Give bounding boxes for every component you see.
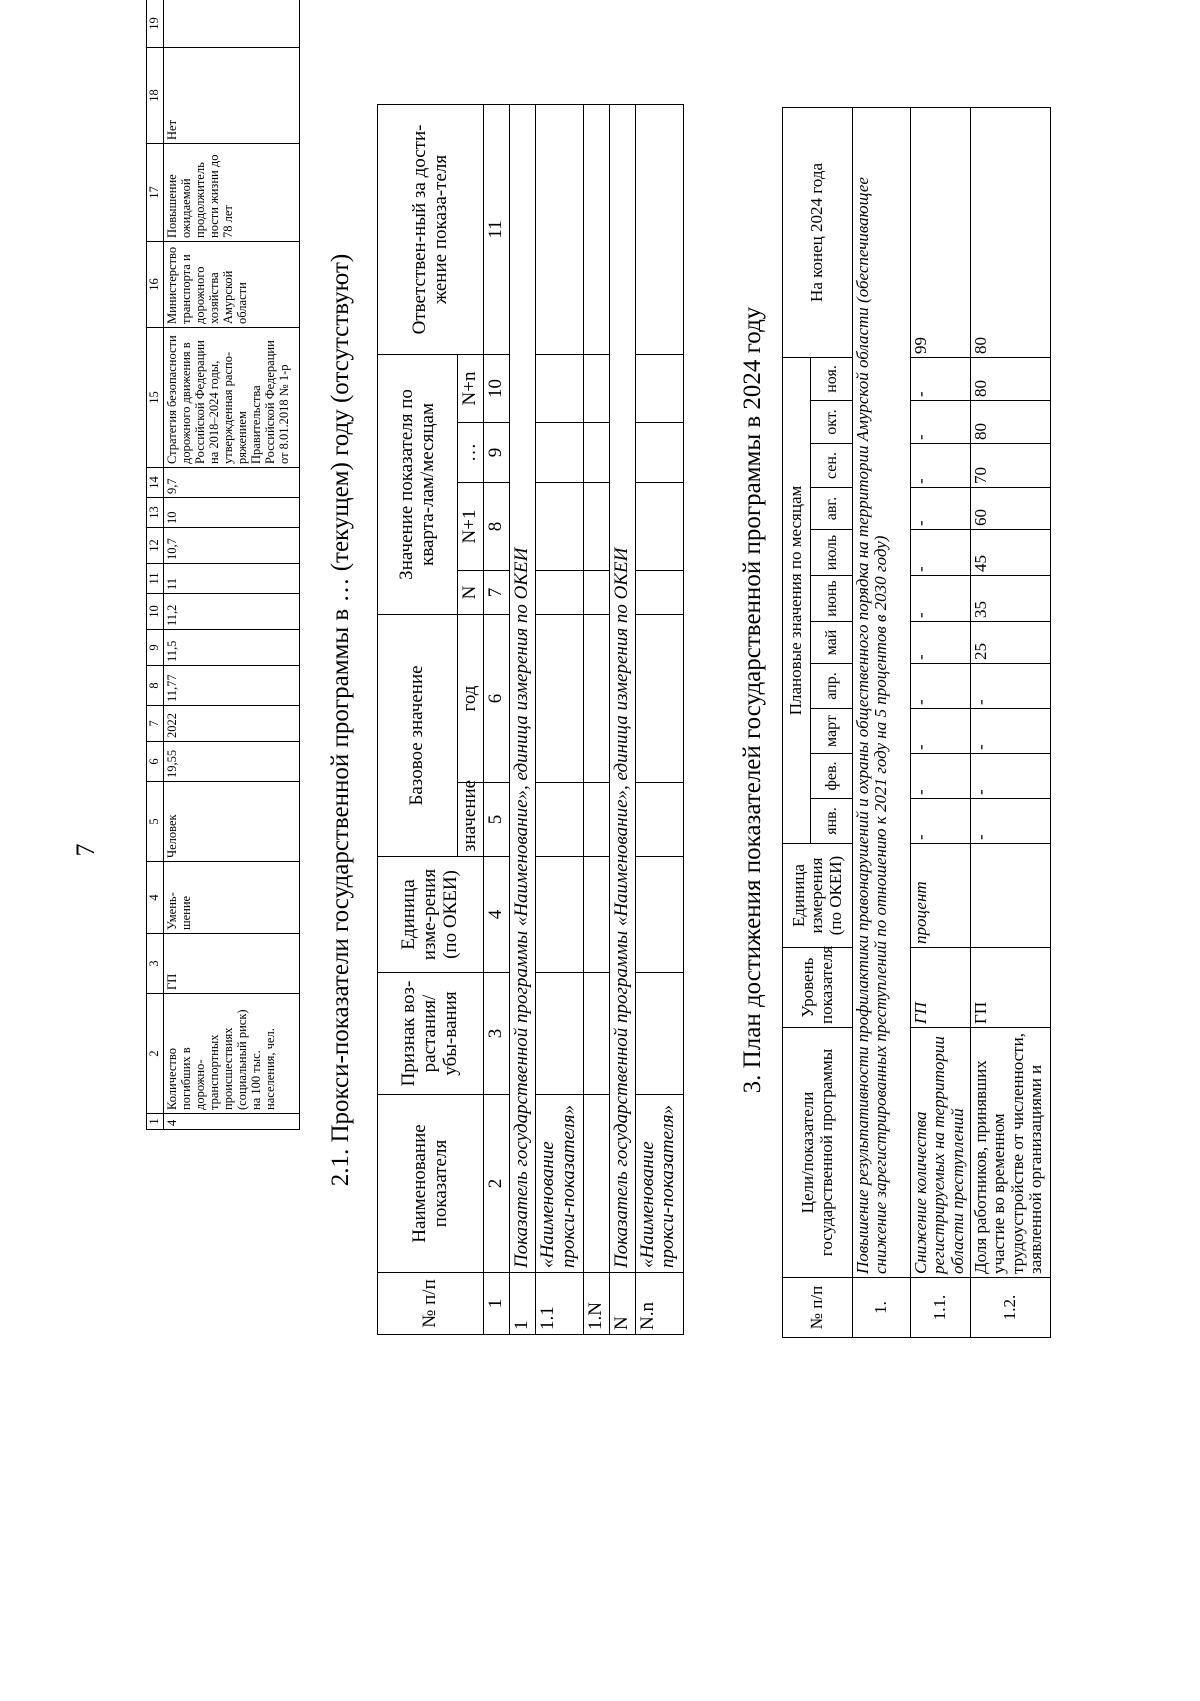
month-value: 35: [971, 576, 1051, 622]
col-number: 2: [484, 1095, 510, 1273]
cell-value: 11,77: [164, 666, 300, 706]
month-value: -: [971, 754, 1051, 799]
col-number: 11: [147, 564, 164, 594]
table-row: [609, 104, 635, 1334]
month-value: 25: [971, 622, 1051, 664]
row-number: 1.2.: [971, 1278, 1051, 1338]
cell-value: 9,7: [164, 468, 300, 498]
row-number: 4: [164, 1114, 300, 1130]
indicator-level: ГП: [911, 948, 971, 1028]
proxy-indicator-name: «Наименование прокси-показателя»: [535, 1095, 583, 1273]
document-reference: Стратегия безопасности дорожного движения в Российской Федерации на 2018–2024 годы, утвержденная распо-ряжением Правительства Российской Федерации от 8.01.2018 № 1-р: [164, 328, 300, 468]
month-value: 80: [971, 357, 1051, 400]
goal-row: [853, 107, 911, 1337]
cell-value: 19,55: [164, 742, 300, 782]
month-value: 45: [971, 530, 1051, 576]
col-number: 5: [484, 783, 510, 857]
month-value: -: [911, 709, 971, 754]
col-number: 5: [147, 782, 164, 862]
col-number: 15: [147, 328, 164, 468]
header-plan: Плановые значения по месяцам: [783, 357, 811, 843]
col-number: 10: [484, 354, 510, 422]
col-number: 7: [147, 706, 164, 742]
month-value: -: [911, 664, 971, 709]
col-number: 18: [147, 48, 164, 144]
month-value: 70: [971, 444, 1051, 488]
month-value: -: [911, 622, 971, 664]
col-number: 1: [484, 1273, 510, 1335]
header-quarter: Значение показателя по кварта-лам/месяцам: [378, 354, 458, 614]
month-value: -: [911, 530, 971, 576]
header-sign: Признак воз-растания/ убы-вания: [378, 973, 484, 1095]
header-q-nn: N+n: [458, 354, 484, 422]
table21-wrapper: [377, 104, 684, 1335]
section-3-title-wrapper: [739, 200, 767, 1200]
month-header: янв.: [811, 799, 853, 844]
month-value: -: [911, 488, 971, 530]
month-header: апр.: [811, 664, 853, 709]
proxy-indicator-name: «Наименование прокси-показателя»: [635, 1095, 683, 1273]
col-number: 9: [484, 422, 510, 482]
col-number: 3: [484, 973, 510, 1095]
col-number: 17: [147, 144, 164, 242]
responsible-body: Министерство транспорта и дорожного хозяйства Амурской области: [164, 242, 300, 328]
month-header: ноя.: [811, 357, 853, 400]
table-row: [911, 107, 971, 1337]
table3-wrapper: [782, 107, 1051, 1338]
month-value: 60: [971, 488, 1051, 530]
cell-value: 11,5: [164, 630, 300, 666]
goal-text: Повышение результативности профилактики правонарушений и охраны общественного порядка на территории Амурской области (обеспечивающее снижение зарегистрированных преступлений по отношению к 2021 году на 5 процентов в 2030 году): [853, 107, 911, 1277]
month-header: окт.: [811, 401, 853, 444]
cell-value: Нет: [164, 48, 300, 144]
col-number: 8: [147, 666, 164, 706]
col-number: 10: [147, 594, 164, 630]
year-end-value: 80: [971, 107, 1051, 357]
col-number: 6: [484, 614, 510, 782]
row-number: 1: [509, 1273, 535, 1335]
indicator-name: Доля работников, принявших участие во временном трудоустройстве от численности, заявленной организациями и: [971, 1028, 1051, 1278]
header-q-n1: N+1: [458, 482, 484, 570]
col-number: 7: [484, 570, 510, 614]
cell-value: 11,2: [164, 594, 300, 630]
table-row: [583, 104, 609, 1334]
row-number: 1.1: [535, 1273, 583, 1335]
month-value: -: [911, 754, 971, 799]
month-value: -: [911, 576, 971, 622]
indicator-unit: процент: [911, 844, 971, 948]
col-number: 3: [147, 934, 164, 994]
row-number: N.n: [635, 1273, 683, 1335]
header-q-dots: …: [458, 422, 484, 482]
col-number: 16: [147, 242, 164, 328]
page-number: 7: [71, 843, 100, 857]
table-row: [971, 107, 1051, 1337]
month-header: июнь: [811, 576, 853, 622]
month-value: 80: [971, 401, 1051, 444]
goal-link: Повышение ожидаемой продолжитель ности жизни до 78 лет: [164, 144, 300, 242]
month-value: -: [911, 444, 971, 488]
cell-value: 2022: [164, 706, 300, 742]
cell-value: 10: [164, 498, 300, 528]
column-numbers-row: [484, 104, 510, 1334]
table1-wrapper: [146, 0, 300, 1130]
month-header: март: [811, 709, 853, 754]
cell-value: [164, 0, 300, 48]
col-number: 4: [147, 862, 164, 934]
month-header: сен.: [811, 444, 853, 488]
table-header-row: [783, 107, 811, 1337]
indicator-level: ГП: [971, 948, 1051, 1028]
header-unit: Единица измерения (по ОКЕИ): [783, 844, 853, 948]
table1-column-numbers: [147, 0, 164, 1130]
indicator-heading: Показатель государственной программы «Наименование», единица измерения по ОКЕИ: [609, 104, 635, 1272]
year-end-value: 99: [911, 107, 971, 357]
table-row: [509, 104, 535, 1334]
table1: [146, 0, 300, 1130]
header-level: Уровень показателя: [783, 948, 853, 1028]
header-unit: Единица изме-рения (по ОКЕИ): [378, 857, 484, 973]
header-end: На конец 2024 года: [783, 107, 853, 357]
row-number: 1.1.: [911, 1278, 971, 1338]
col-number: 11: [484, 104, 510, 354]
month-value: -: [971, 664, 1051, 709]
table3: [782, 107, 1051, 1338]
row-number: 1.N: [583, 1273, 609, 1335]
month-header: авг.: [811, 488, 853, 530]
indicator-unit: [971, 844, 1051, 948]
month-value: -: [911, 401, 971, 444]
indicator-heading: Показатель государственной программы «Наименование», единица измерения по ОКЕИ: [509, 104, 535, 1272]
col-number: 19: [147, 0, 164, 48]
header-base-value: значение: [458, 783, 484, 857]
indicator-name: Количество погибших в дорожно-транспортных происшествиях (социальный риск) на 100 тыс. населения, чел.: [164, 994, 300, 1114]
table-row: [535, 104, 583, 1334]
indicator-level: ГП: [164, 934, 300, 994]
table21: [377, 104, 684, 1335]
header-base: Базовое значение: [378, 614, 458, 856]
month-value: -: [911, 357, 971, 400]
month-value: -: [971, 799, 1051, 844]
header-goal: Цели/показатели государственной программы: [783, 1028, 853, 1278]
col-number: 4: [484, 857, 510, 973]
row-number: N: [609, 1273, 635, 1335]
indicator-trend: Умень-шение: [164, 862, 300, 934]
section-2-1-title: 2.1. Прокси-показатели государственной программы в … (текущем) году (отсутствуют): [327, 253, 354, 1187]
header-num: № п/п: [783, 1278, 853, 1338]
section-3-title: 3. План достижения показателей государственной программы в 2024 году: [739, 306, 766, 1094]
month-header: май: [811, 622, 853, 664]
row-number: 1.: [853, 1278, 911, 1338]
col-number: 12: [147, 528, 164, 564]
header-base-year: год: [458, 614, 484, 782]
header-num: № п/п: [378, 1273, 484, 1335]
header-responsible: Ответствен-ный за дости-жение показа-теля: [378, 104, 484, 354]
col-number: 13: [147, 498, 164, 528]
cell-value: 11: [164, 564, 300, 594]
month-header: июль: [811, 530, 853, 576]
col-number: 9: [147, 630, 164, 666]
col-number: 2: [147, 994, 164, 1114]
section-2-1-title-wrapper: [327, 220, 355, 1220]
month-value: -: [971, 709, 1051, 754]
col-number: 8: [484, 482, 510, 570]
table-row: [635, 104, 683, 1334]
header-name: Наименование показателя: [378, 1095, 484, 1273]
month-value: -: [911, 799, 971, 844]
indicator-unit: Человек: [164, 782, 300, 862]
table-header-row: [378, 104, 458, 1334]
cell-value: 10,7: [164, 528, 300, 564]
indicator-name: Снижение количества регистрируемых на территории области преступлений: [911, 1028, 971, 1278]
col-number: 6: [147, 742, 164, 782]
month-header: фев.: [811, 754, 853, 799]
col-number: 14: [147, 468, 164, 498]
table-row: [164, 0, 300, 1130]
col-number: 1: [147, 1114, 164, 1130]
header-q-n: N: [458, 570, 484, 614]
